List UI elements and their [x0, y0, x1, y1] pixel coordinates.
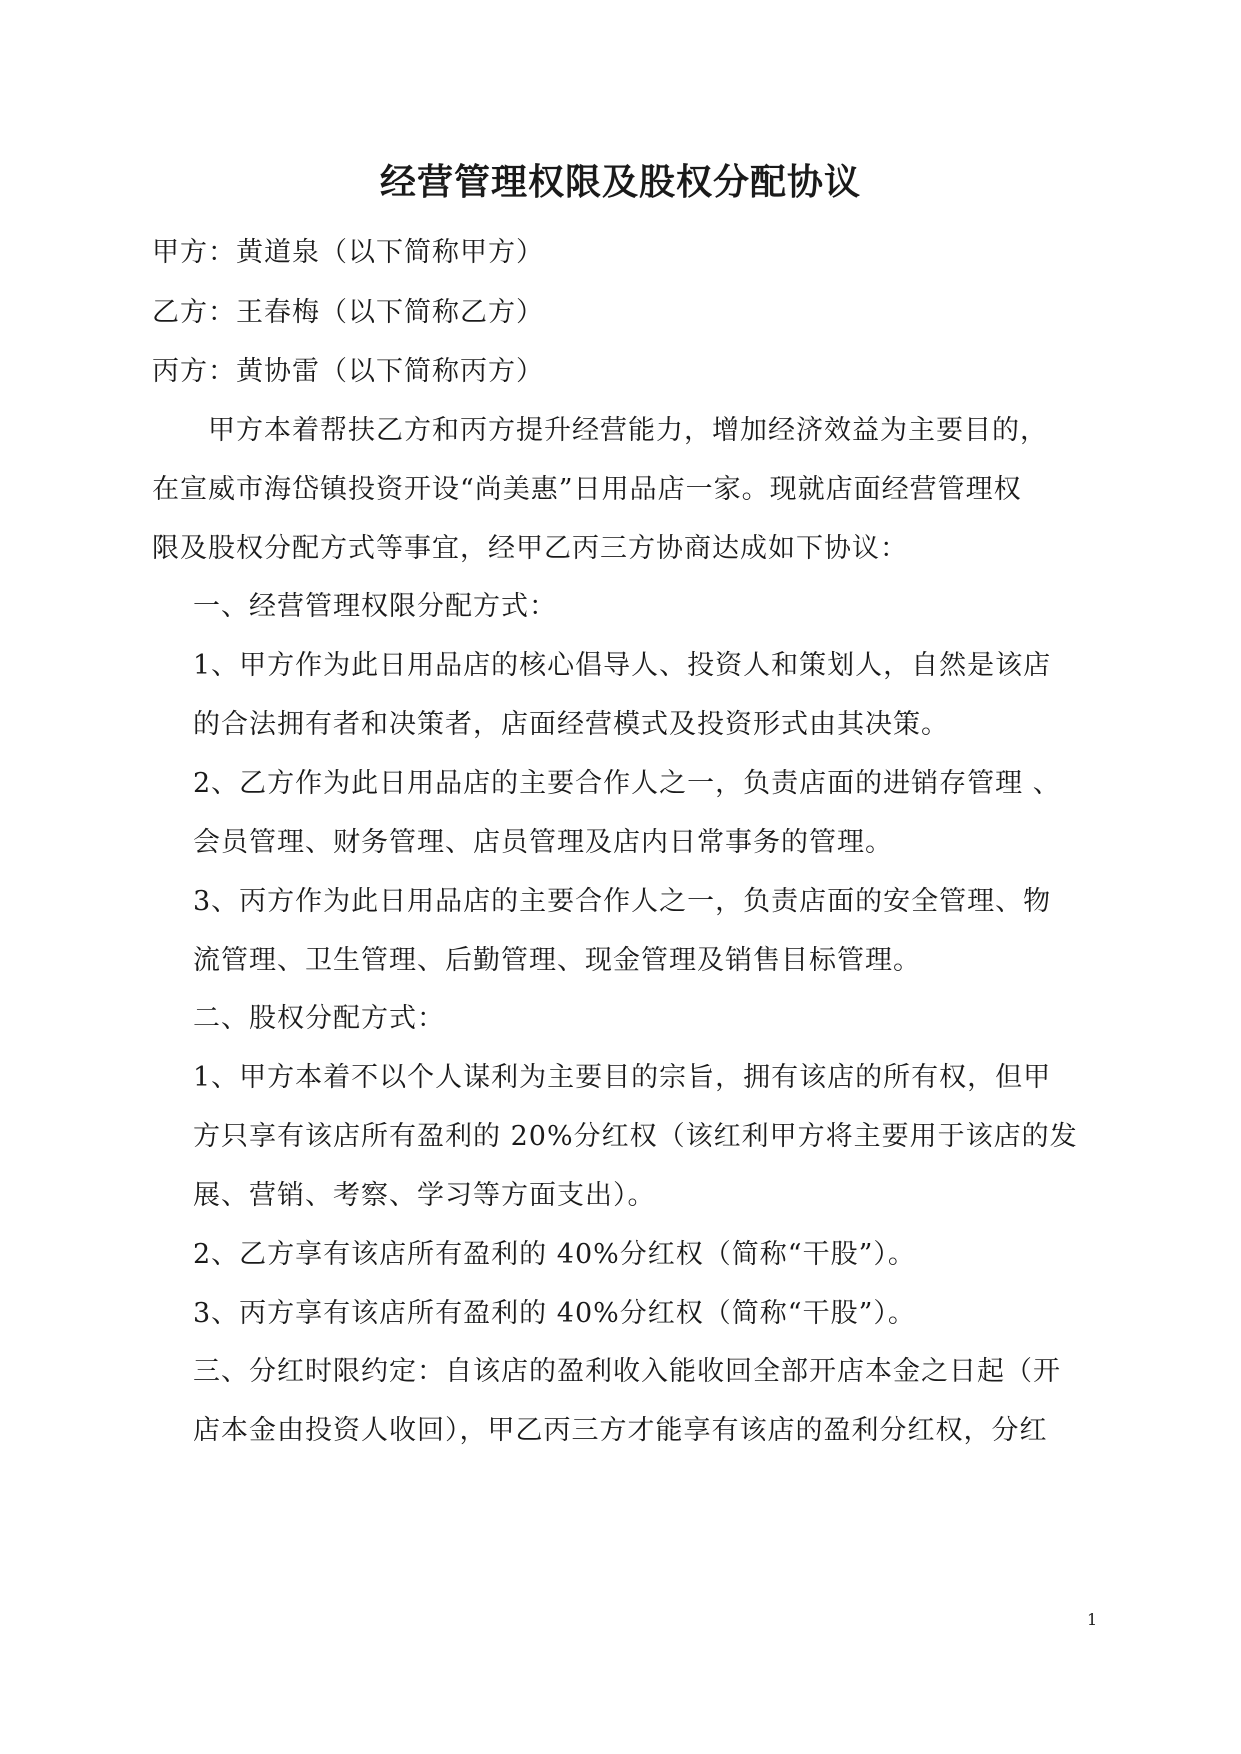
clause-line: 会员管理、财务管理、店员管理及店内日常事务的管理。 [193, 827, 893, 858]
intro-line: 甲方本着帮扶乙方和丙方提升经营能力，增加经济效益为主要目的， [208, 415, 1048, 446]
document-title: 经营管理权限及股权分配协议 [379, 161, 861, 203]
party-b: 乙方：王春梅（以下简称乙方） [152, 297, 544, 328]
clause-line: 方只享有该店所有盈利的 20%分红权（该红利甲方将主要用于该店的发 [193, 1121, 1078, 1152]
clause-line: 3、丙方作为此日用品店的主要合作人之一，负责店面的安全管理、物 [193, 886, 1052, 917]
section-heading: 一、经营管理权限分配方式： [193, 591, 557, 622]
clause-line: 流管理、卫生管理、后勤管理、现金管理及销售目标管理。 [193, 945, 921, 976]
clause-line: 3、丙方享有该店所有盈利的 40%分红权（简称“干股”）。 [193, 1298, 916, 1329]
clause-line: 2、乙方作为此日用品店的主要合作人之一，负责店面的进销存管理 、 [193, 768, 1061, 799]
section-heading: 二、股权分配方式： [193, 1003, 445, 1034]
clause-line: 2、乙方享有该店所有盈利的 40%分红权（简称“干股”）。 [193, 1239, 916, 1270]
clause-line: 1、甲方本着不以个人谋利为主要目的宗旨，拥有该店的所有权，但甲 [193, 1062, 1052, 1093]
intro-line: 限及股权分配方式等事宜，经甲乙丙三方协商达成如下协议： [152, 533, 908, 564]
page-number: 1 [1087, 1610, 1098, 1629]
party-c: 丙方：黄协雷（以下简称丙方） [152, 356, 544, 387]
party-a: 甲方：黄道泉（以下简称甲方） [152, 237, 544, 268]
clause-line: 店本金由投资人收回），甲乙丙三方才能享有该店的盈利分红权，分红 [193, 1415, 1048, 1446]
clause-line: 1、甲方作为此日用品店的核心倡导人、投资人和策划人，自然是该店 [193, 650, 1052, 681]
clause-line: 的合法拥有者和决策者，店面经营模式及投资形式由其决策。 [193, 709, 949, 740]
clause-line: 三、分红时限约定：自该店的盈利收入能收回全部开店本金之日起（开 [193, 1356, 1061, 1387]
intro-line: 在宣威市海岱镇投资开设“尚美惠”日用品店一家。现就店面经营管理权 [152, 474, 1022, 505]
clause-line: 展、营销、考察、学习等方面支出）。 [193, 1180, 656, 1211]
